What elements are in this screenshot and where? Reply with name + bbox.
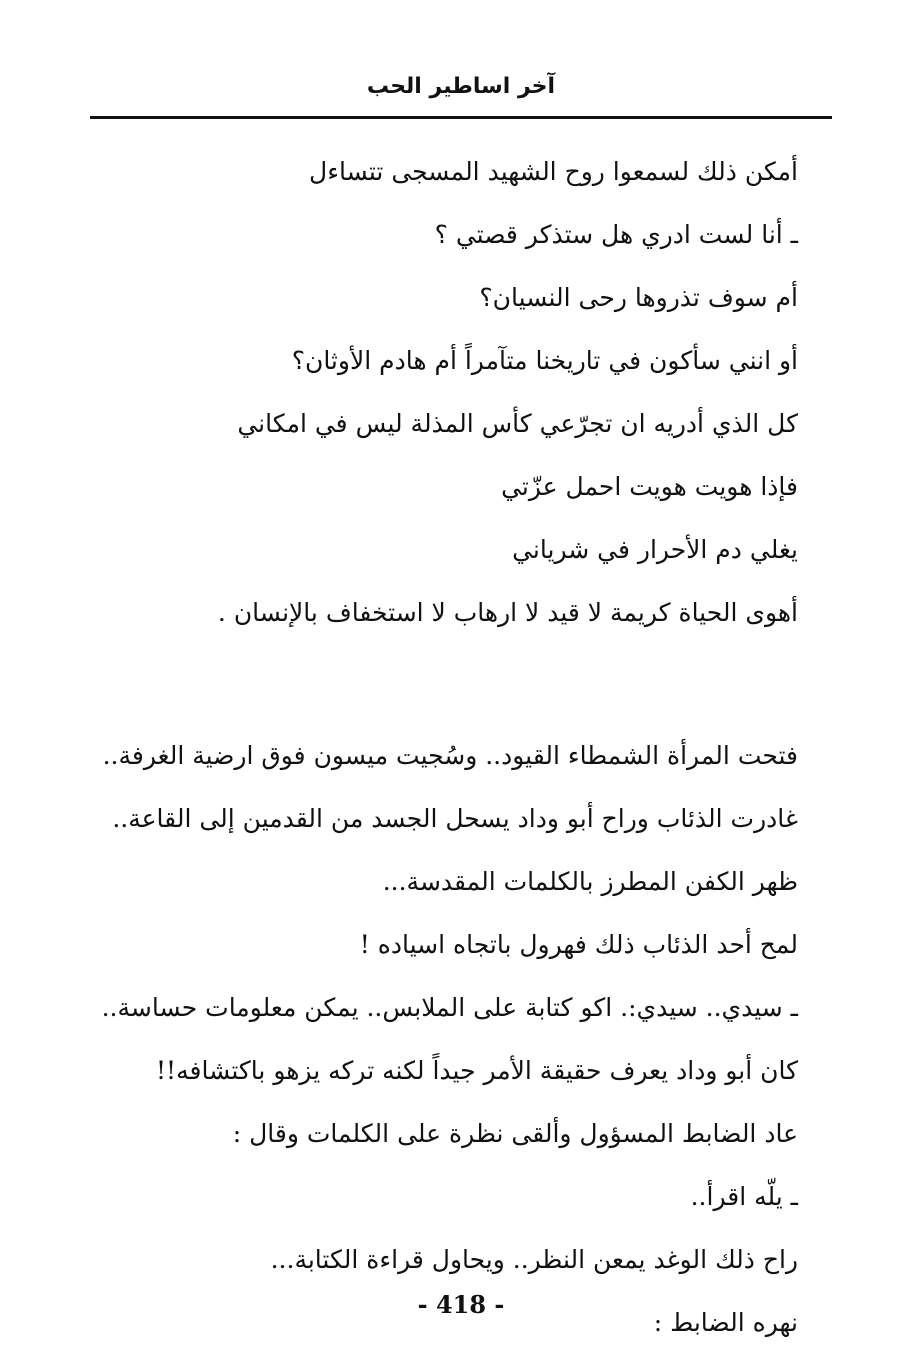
poem-line: كل الذي أدريه ان تجرّعي كأس المذلة ليس في امكاني [237, 409, 798, 438]
prose-line: نهره الضابط : [653, 1308, 798, 1337]
prose-line: كان أبو وداد يعرف حقيقة الأمر جيداً لكنه تركه يزهو باكتشافه!! [156, 1056, 798, 1085]
prose-line: عاد الضابط المسؤول وألقى نظرة على الكلمات وقال : [232, 1119, 798, 1148]
poem-line: أمكن ذلك لسمعوا روح الشهيد المسجى تتساءل [309, 157, 798, 186]
prose-line: فتحت المرأة الشمطاء القيود.. وسُجيت ميسون فوق ارضية الغرفة.. [102, 741, 798, 770]
header-rule [90, 116, 832, 119]
prose-line: غادرت الذئاب وراح أبو وداد يسحل الجسد من القدمين إلى القاعة.. [112, 804, 798, 833]
poem-line: أهوى الحياة كريمة لا قيد لا ارهاب لا استخفاف بالإنسان . [217, 598, 798, 627]
poem-line: يغلي دم الأحرار في شرياني [512, 535, 798, 564]
poem-line: أو انني سأكون في تاريخنا متآمراً أم هادم الأوثان؟ [291, 346, 798, 375]
poem-line: ـ أنا لست ادري هل ستذكر قصتي ؟ [434, 220, 798, 249]
running-title: آخر اساطير الحب [366, 74, 556, 99]
prose-line: ـ سيدي.. سيدي:. اكو كتابة على الملابس.. يمكن معلومات حساسة.. [101, 993, 798, 1022]
prose-block [98, 724, 798, 1354]
poem-line: أم سوف تذروها رحى النسيان؟ [479, 283, 798, 312]
page-body [98, 140, 798, 1354]
section-spacer [98, 644, 798, 724]
poem-block [98, 140, 798, 644]
page-number: - 418 - [417, 1290, 505, 1319]
prose-line: لمح أحد الذئاب ذلك فهرول باتجاه اسياده ! [359, 930, 798, 959]
prose-line: ظهر الكفن المطرز بالكلمات المقدسة... [382, 867, 798, 896]
prose-line: ـ يلّه اقرأ.. [690, 1182, 798, 1211]
prose-line: راح ذلك الوغد يمعن النظر.. ويحاول قراءة الكتابة... [270, 1245, 798, 1274]
poem-line: فإذا هويت هويت احمل عزّتي [501, 472, 798, 501]
